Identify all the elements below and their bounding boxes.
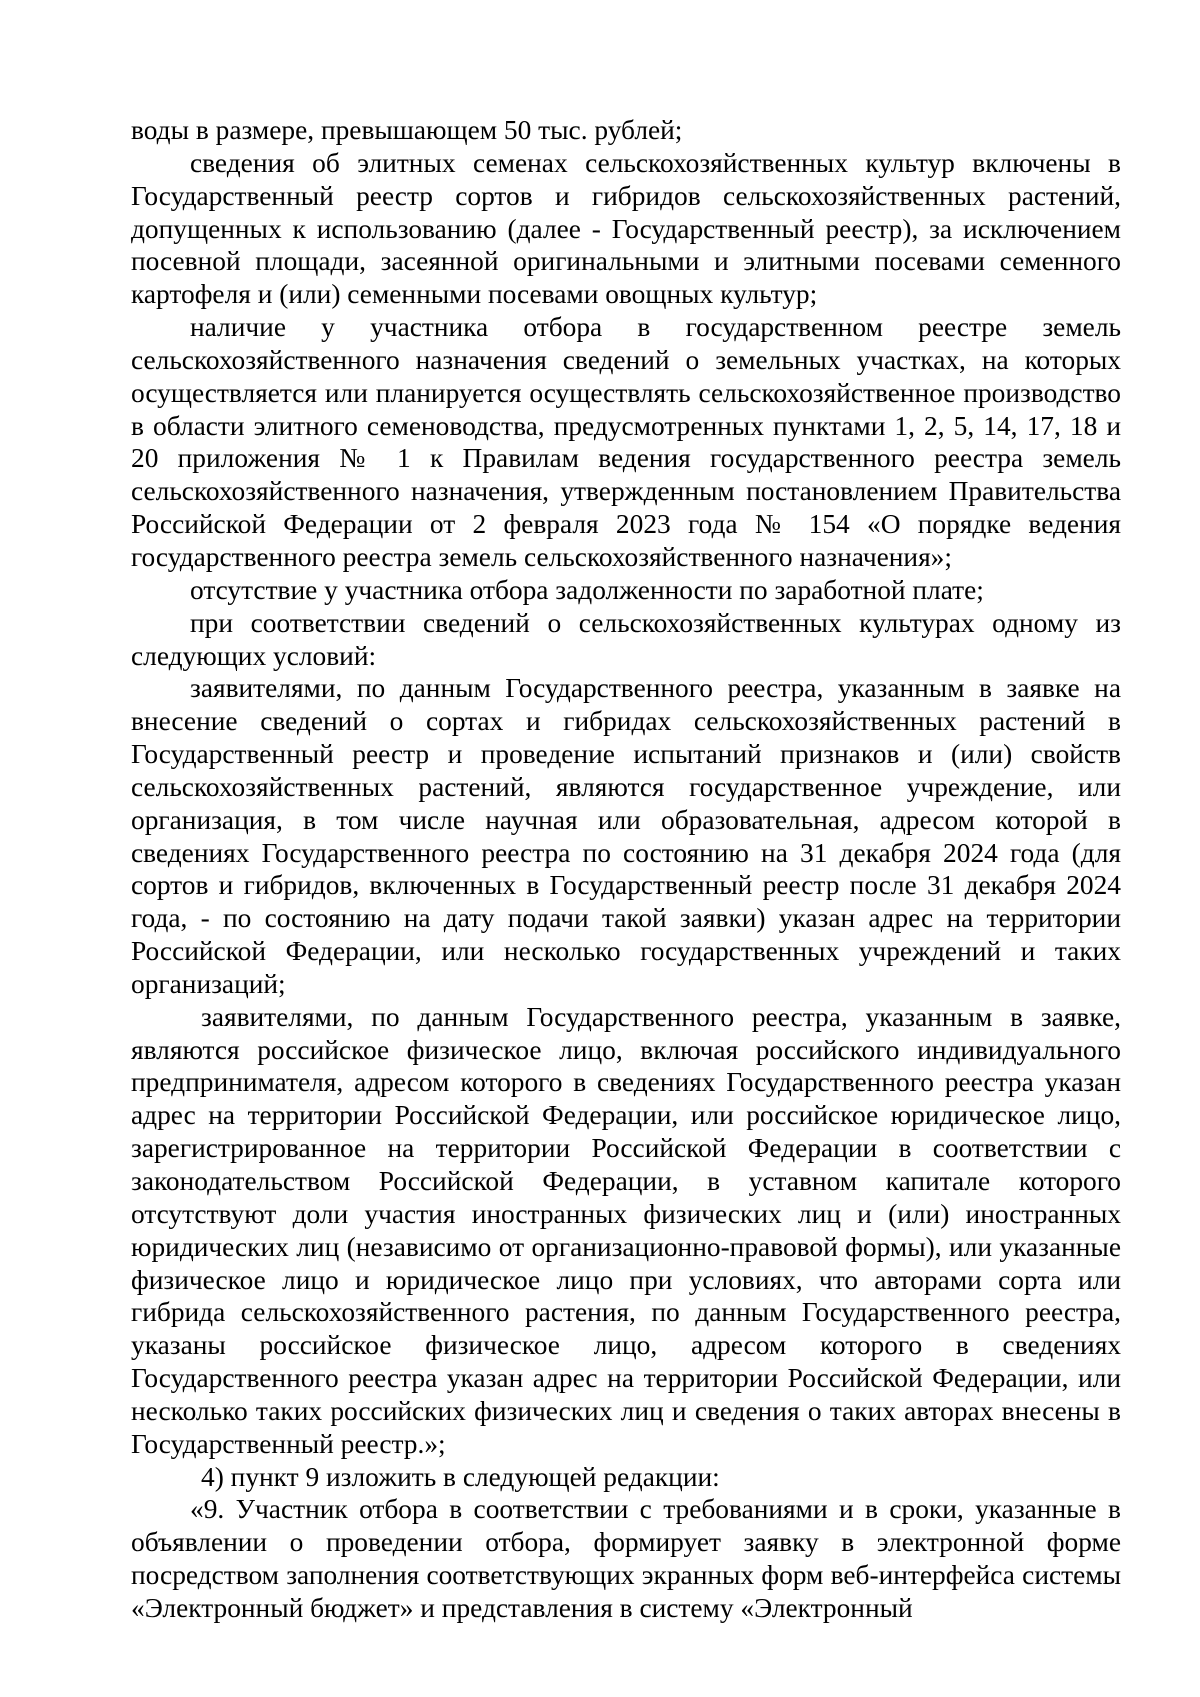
paragraph-no-wage-debt: отсутствие у участника отбора задолженности по заработной плате;	[190, 574, 984, 605]
paragraph-applicants-state: заявителями, по данным Государственного реестра, указанным в заявке на внесение сведений о сортах и гибридах сельскохозяйственных растений в Государственный реестр и проведение испытаний признаков и (или) свойств сельскохозяйственных растений, являются государственное учреждение, или организация, в том числе научная или образовательная, адресом которой в сведениях Государственного реестра по состоянию на 31 декабря 2024 года (для сортов и гибридов, включенных в Государственный реестр после 31 декабря 2024 года, - по состоянию на дату подачи такой заявки) указан адрес на территории Российской Федерации, или несколько государственных учреждений и таких организаций;	[131, 673, 1121, 999]
paragraph-conditions: при соответствии сведений о сельскохозяйственных культурах одному из следующих условий:	[131, 607, 1121, 671]
paragraph-applicants-private: заявителями, по данным Государственного реестра, указанным в заявке, являются российское физическое лицо, включая российского индивидуального предпринимателя, адресом которого в сведениях Государственного реестра указан адрес на территории Российской Федерации, или российское юридическое лицо, зарегистрированное на территории Российской Федерации в соответствии с законодательством Российской Федерации, в уставном капитале которого отсутствуют доли участия иностранных физических лиц и (или) иностранных юридических лиц (независимо от организационно-правовой формы), или указанные физическое лицо и юридическое лицо при условиях, что авторами сорта или гибрида сельскохозяйственного растения, по данным Государственного реестра, указаны российское физическое лицо, адресом которого в сведениях Государственного реестра указан адрес на территории Российской Федерации, или несколько таких российских физических лиц и сведения о таких авторах внесены в Государственный реестр.»;	[131, 1001, 1121, 1459]
paragraph-item-9-edit: 4) пункт 9 изложить в следующей редакции:	[201, 1461, 720, 1492]
document-body	[131, 114, 1121, 1625]
paragraph-item-9-text: «9. Участник отбора в соответствии с требованиями и в сроки, указанные в объявлении о проведении отбора, формирует заявку в электронной форме посредством заполнения соответствующих экранных форм веб-интерфейса системы «Электронный бюджет» и представления в систему «Электронный	[131, 1494, 1121, 1623]
paragraph-continuation: воды в размере, превышающем 50 тыс. рублей;	[131, 115, 683, 145]
paragraph-elite-seeds: сведения об элитных семенах сельскохозяйственных культур включены в Государственный реестр сортов и гибридов сельскохозяйственных растений, допущенных к использованию (далее - Государственный реестр), за исключением посевной площади, засеянной оригинальными и элитными посевами семенного картофеля и (или) семенными посевами овощных культур;	[131, 147, 1121, 310]
paragraph-land-registry: наличие у участника отбора в государственном реестре земель сельскохозяйственного назначения сведений о земельных участках, на которых осуществляется или планируется осуществлять сельскохозяйственное производство в области элитного семеноводства, предусмотренных пунктами 1, 2, 5, 14, 17, 18 и 20 приложения № 1 к Правилам ведения государственного реестра земель сельскохозяйственного назначения, утвержденным постановлением Правительства Российской Федерации от 2 февраля 2023 года № 154 «О порядке ведения государственного реестра земель сельскохозяйственного назначения»;	[131, 312, 1121, 572]
